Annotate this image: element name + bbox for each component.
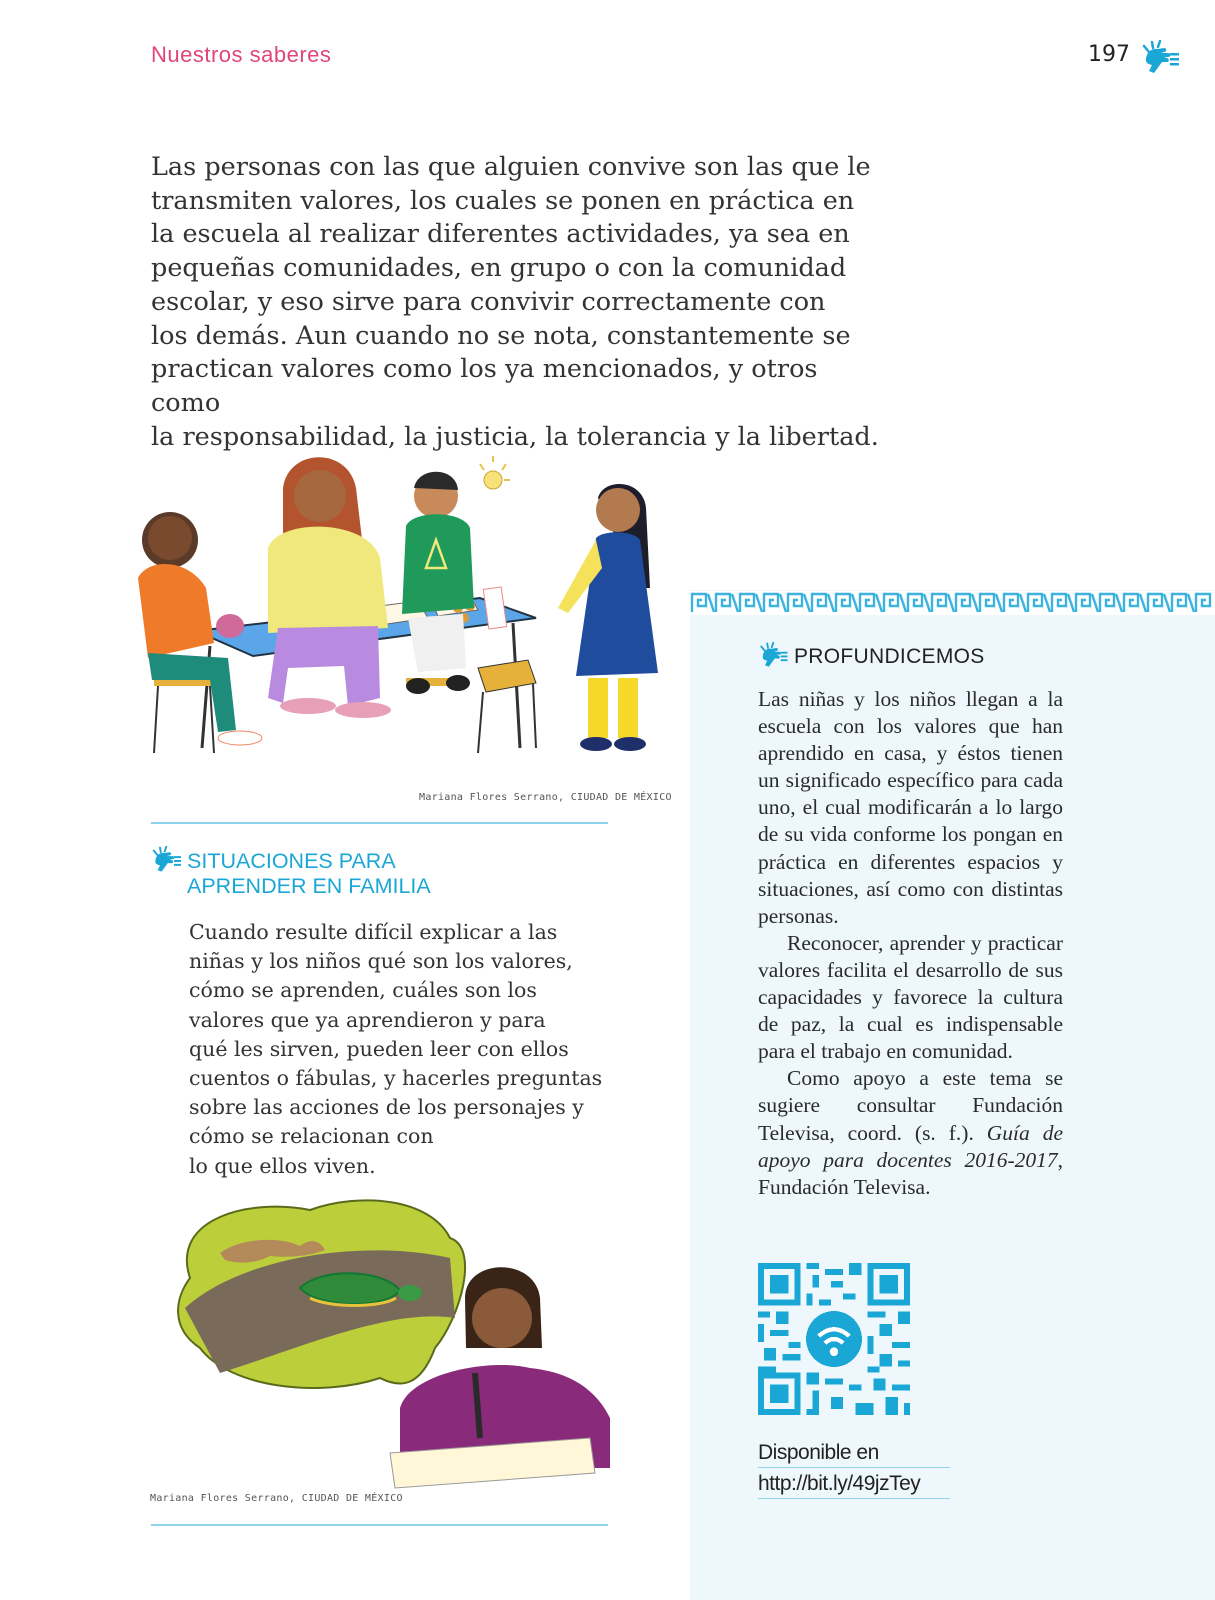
intro-line: los demás. Aun cuando no se nota, constantemente se (151, 320, 851, 351)
profundicemos-title: PROFUNDICEMOS (794, 645, 985, 668)
family-title-line: APRENDER EN FAMILIA (187, 874, 431, 898)
intro-line: practican valores como los ya mencionados, y otros como (151, 354, 818, 418)
profundicemos-text (758, 686, 1063, 1201)
credit-name: Mariana Flores Serrano, (419, 792, 565, 803)
family-section-title (187, 849, 431, 899)
intro-line: la escuela al realizar diferentes actividades, ya sea en (151, 219, 850, 250)
intro-line: la responsabilidad, la justicia, la tolerancia y la libertad. (151, 421, 879, 452)
family-line: niñas y los niños qué son los valores, (189, 949, 573, 974)
intro-line: escolar, y eso sirve para convivir correctamente con (151, 286, 826, 317)
available-label: Disponible en (758, 1441, 879, 1464)
hand-rays-icon (150, 846, 184, 874)
profundicemos-paragraph-1: Las niñas y los niños llegan a la escuela con los valores que han aprendido en casa, y éstos tienen un significado específico para cada uno, el cual modificarán a lo largo de su vida conforme los pongan en práctica en diferentes espacios y situaciones, así como con distintas personas. (758, 687, 1063, 928)
profundicemos-paragraph-3 (758, 1065, 1063, 1200)
divider (151, 1524, 608, 1526)
family-title-line: SITUACIONES PARA (187, 849, 396, 873)
qr-code[interactable] (758, 1263, 910, 1415)
intro-line: transmiten valores, los cuales se ponen en práctica en (151, 185, 855, 216)
credit-place: CIUDAD DE MÉXICO (570, 792, 672, 803)
page-number: 197 (1088, 42, 1130, 67)
running-head: Nuestros saberes (151, 42, 332, 67)
reference-tail: , Fundación Televisa. (758, 1147, 1063, 1199)
hand-rays-icon (758, 642, 790, 669)
credit-place: CIUDAD DE MÉXICO (301, 1493, 403, 1504)
family-paragraph (189, 918, 619, 1181)
family-line: lo que ellos viven. (189, 1153, 376, 1178)
intro-line: Las personas con las que alguien convive son las que le (151, 152, 871, 182)
family-line: cómo se aprenden, cuáles son los (189, 978, 537, 1003)
tortoise-hare-illustration (160, 1198, 620, 1508)
intro-paragraph (151, 151, 891, 454)
reference-title: Guía de apoyo para docentes 2016-2017 (758, 1120, 1063, 1172)
reference-lead: Como apoyo a este tema se sugiere consultar Fundación Televisa, coord. (s. f.). (758, 1066, 1063, 1145)
classroom-table-illustration (118, 448, 673, 778)
intro-line: pequeñas comunidades, en grupo o con la comunidad (151, 253, 847, 284)
divider (758, 1498, 950, 1499)
family-line: cuentos o fábulas, y hacerles preguntas (189, 1066, 603, 1091)
resource-link[interactable]: http://bit.ly/49jzTey (758, 1472, 921, 1495)
divider (758, 1467, 950, 1468)
profundicemos-paragraph-2: Reconocer, aprender y practicar valores facilita el desarrollo de sus capacidades y favorece la cultura de paz, la cual es indispensable para el trabajo en comunidad. (758, 930, 1063, 1064)
family-line: sobre las acciones de los personajes y (189, 1095, 584, 1120)
illustration-credit (419, 792, 672, 803)
family-line: qué les sirven, pueden leer con ellos (189, 1036, 569, 1061)
family-line: cómo se relacionan con (189, 1124, 434, 1149)
divider (151, 822, 608, 824)
family-line: valores que ya aprendieron y para (189, 1007, 546, 1032)
credit-name: Mariana Flores Serrano, (150, 1493, 296, 1504)
hand-rays-icon (1140, 40, 1182, 76)
greek-fret-border (690, 591, 1215, 615)
illustration-credit (150, 1493, 403, 1504)
family-line: Cuando resulte difícil explicar a las (189, 920, 558, 944)
